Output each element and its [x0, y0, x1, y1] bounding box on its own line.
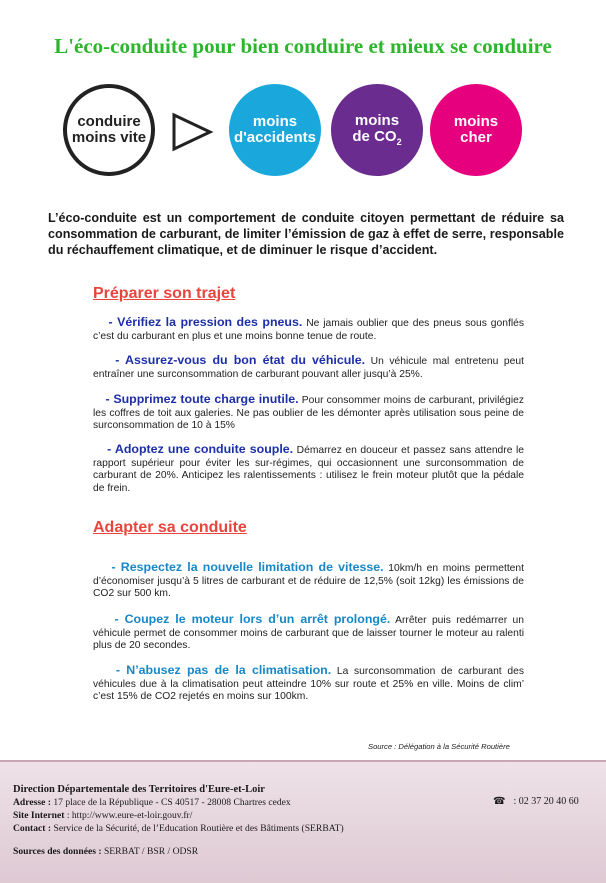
list-item — [93, 664, 524, 704]
item-lead: - Respectez la nouvelle limitation de vitesse. — [111, 560, 384, 574]
circle-3-line-1: moins — [354, 111, 400, 129]
source-note: Source : Délégation à la Sécurité Routière — [368, 742, 510, 751]
list-item — [93, 443, 524, 495]
item-text: Arrêter puis redémarrer un véhicule permet de consommer moins de carburant que de laisser tourner le moteur au ralenti plus de 20 secondes. — [93, 615, 524, 652]
item-text: Pour consommer moins de carburant, privilégiez les coffres de toit aux galeries. Ne pas oublier de les démonter après utilisation sous peine de surconsommation de 10 à 15% — [93, 395, 524, 432]
item-text: La surconsommation de carburant des véhicules due à la climatisation peut atteindre 10% sur route et 25% en ville. Moins de clim’ c’est 15% de CO2 rejetés en moins sur 100km. — [93, 666, 524, 703]
circle-moins-cher — [430, 84, 522, 176]
footer-address-label: Adresse : — [13, 797, 51, 808]
list-item — [93, 354, 524, 381]
phone-icon: ☎ — [493, 796, 506, 807]
section-title-preparer: Préparer son trajet — [93, 285, 236, 302]
intro-paragraph: L’éco-conduite est un comportement de conduite citoyen permettant de réduire sa consommation de carburant, de limiter l’émission de gaz à effet de serre, responsable du réchauffement climatique, et de diminuer le risque d’accident. — [48, 211, 564, 257]
circle-4-line-2: cher — [460, 129, 492, 146]
circle-1-line-1: conduire — [77, 113, 141, 131]
circle-2-line-2: d'accidents — [234, 129, 316, 146]
item-lead: - N’abusez pas de la climatisation. — [115, 663, 332, 677]
circle-moins-co2 — [331, 84, 423, 176]
play-arrow-icon — [170, 112, 214, 152]
item-text: Ne jamais oublier que des pneus sous gonflés c’est du carburant en plus et une moins bonne tenue de route. — [93, 318, 524, 342]
item-lead: - Supprimez toute charge inutile. — [105, 392, 299, 406]
list-item — [93, 393, 524, 433]
footer-contact-value: Service de la Sécurité, de l’Education Routière et des Bâtiments (SERBAT) — [51, 823, 344, 834]
circle-3-line-2: de CO — [352, 127, 397, 145]
footer-sources — [13, 846, 198, 857]
circle-4-line-1: moins — [453, 113, 499, 131]
footer-sources-value: SERBAT / BSR / ODSR — [101, 846, 199, 857]
section-title-adapter: Adapter sa conduite — [93, 519, 247, 536]
footer-contact-label: Contact : — [13, 823, 52, 834]
list-item — [93, 613, 524, 653]
footer-phone — [493, 796, 579, 807]
circle-3-subscript: 2 — [396, 136, 402, 147]
circle-1-line-2: moins vite — [71, 129, 147, 146]
footer-site-value[interactable]: : http://www.eure-et-loir.gouv.fr/ — [64, 810, 193, 821]
circle-2-line-1: moins — [252, 113, 298, 131]
circle-conduire-moins-vite — [63, 84, 155, 176]
item-text: 10km/h en moins permettent d’économiser jusqu’à 5 litres de carburant et de réduire de 12,5% (soit 12kg) les émissions de CO2 sur 500 km. — [93, 563, 524, 600]
item-lead: - Coupez le moteur lors d’un arrêt prolongé. — [114, 612, 391, 626]
page-title: L'éco-conduite pour bien conduire et mieux se conduire — [54, 34, 552, 58]
footer-phone-number: : 02 37 20 40 60 — [513, 796, 579, 807]
footer-address — [13, 797, 291, 808]
item-text: Un véhicule mal entretenu peut entraîner une surconsommation de carburant pouvant aller jusqu’à 25%. — [93, 356, 524, 380]
item-lead: - Vérifiez la pression des pneus. — [108, 315, 303, 329]
item-text: Démarrez en douceur et passez sans attendre le rapport supérieur pour éviter les sur-régimes, qui occasionnent une surconsommation de carburant de 20%. Anticipez les ralentissements : utilisez le frein moteur plutôt que la pédale de frein. — [93, 445, 524, 494]
list-item — [93, 561, 524, 601]
circle-moins-accidents — [229, 84, 321, 176]
footer-sources-label: Sources des données : — [13, 846, 102, 857]
item-lead: - Assurez-vous du bon état du véhicule. — [115, 353, 366, 367]
footer-site-label: Site Internet — [13, 810, 65, 821]
item-lead: - Adoptez une conduite souple. — [107, 442, 294, 456]
footer-org: Direction Départementale des Territoires d'Eure-et-Loir — [13, 784, 265, 795]
footer-contact — [13, 823, 344, 834]
list-item — [93, 316, 524, 343]
footer — [0, 760, 606, 883]
footer-site — [13, 810, 192, 821]
footer-address-value: 17 place de la République - CS 40517 - 28008 Chartres cedex — [50, 797, 291, 808]
